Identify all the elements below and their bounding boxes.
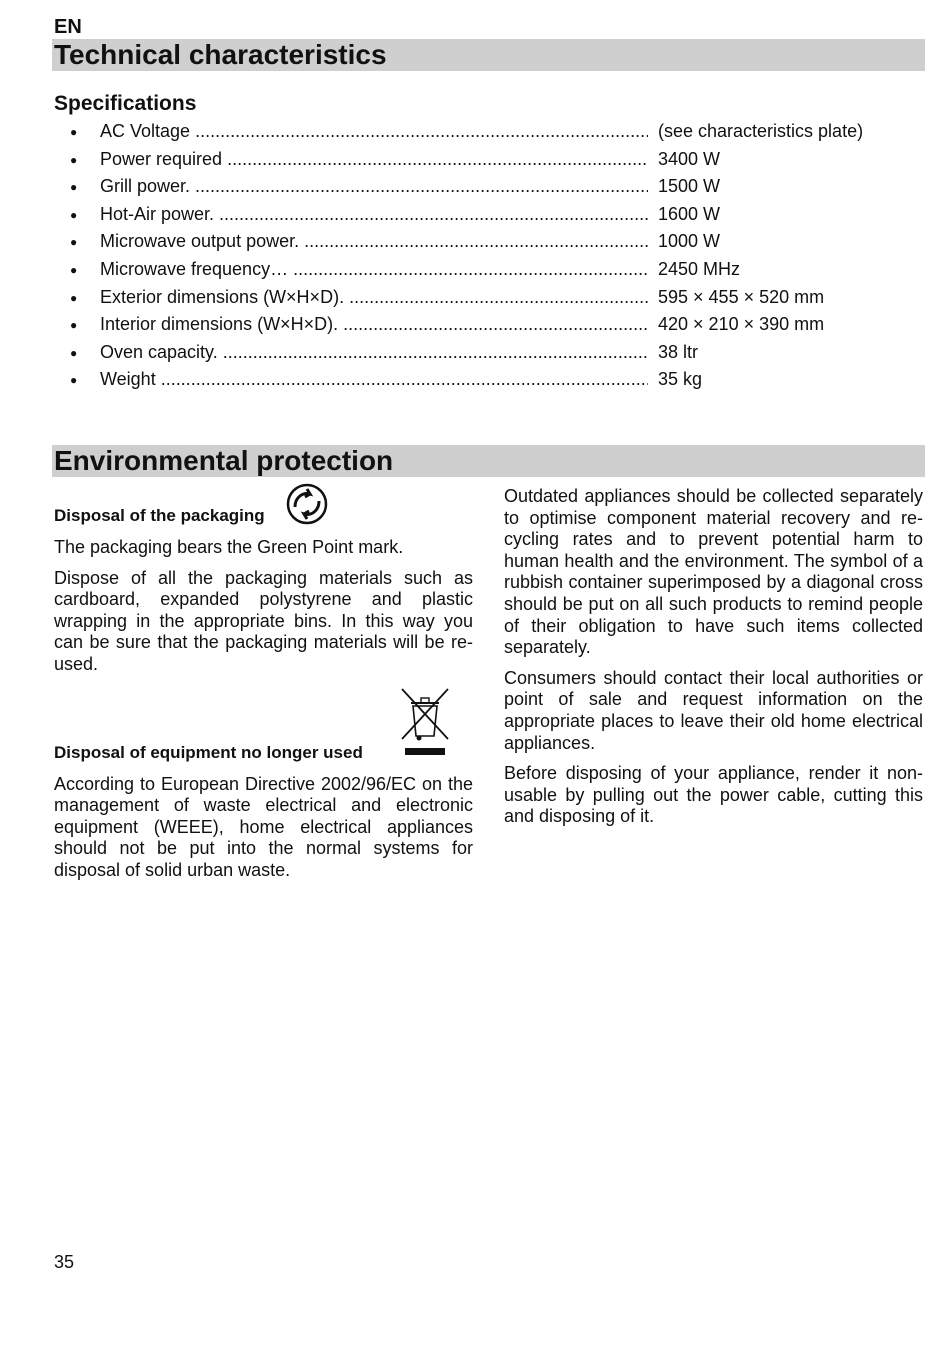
packaging-paragraph-2: Dispose of all the packaging materials such as cardboard, expanded polystyrene and plastic wrapping in the appropriate bins. In this way you can be sure that the packaging materials will be re-used. [54, 567, 473, 674]
bullet-icon: ● [70, 125, 78, 139]
spec-value: 1600 W [658, 203, 721, 224]
bullet-icon: ● [70, 262, 78, 277]
packaging-heading: Disposal of the packaging [54, 506, 265, 526]
packaging-heading-row [54, 485, 473, 527]
equipment-heading: Disposal of equipment no longer used [54, 742, 363, 762]
spec-row [0, 366, 950, 394]
bullet-icon: ● [70, 180, 78, 195]
section-title-environment: Environmental protection [52, 445, 925, 477]
bullet-icon: ● [70, 318, 78, 333]
spec-label: Exterior dimensions (W×H×D). ..... [100, 287, 648, 308]
spec-row [0, 311, 950, 339]
spec-row [0, 173, 950, 201]
equipment-heading-row [54, 686, 473, 764]
right-paragraph-2: Consumers should contact their local authorities or point of sale and request information on the appropriate places to leave their old home electrical appliances. [504, 667, 923, 753]
spec-list [0, 118, 950, 394]
spec-label: Oven capacity. ..... [100, 342, 648, 363]
page-number: 35 [54, 1252, 75, 1272]
right-paragraph-1: Outdated appliances should be collected separately to optimise component material recovery and re-cycling rates and to prevent potential harm to human health and the environment. The symbol of a rubbish container superimposed by a diagonal cross should be put on all such products to remind people of their obligation to have such items collected separately. [504, 486, 923, 658]
spec-label: Hot-Air power. ..... [100, 204, 648, 225]
spec-label: Microwave frequency… ..... [100, 259, 648, 280]
specifications-heading: Specifications [54, 92, 197, 115]
spec-value: 595 × 455 × 520 mm [658, 286, 825, 307]
right-paragraph-3: Before disposing of your appliance, render it non-usable by pulling out the power cable, cutting this and disposing of it. [504, 763, 923, 827]
spec-value: (see characteristics plate) [658, 121, 864, 141]
green-point-icon [286, 483, 328, 525]
language-code: EN [54, 16, 82, 38]
spec-label: Grill power. ..... [100, 176, 648, 197]
spec-row [0, 284, 950, 312]
section-title-technical: Technical characteristics [52, 39, 925, 71]
spec-label: Microwave output power. ..... [100, 231, 648, 252]
spec-label: Weight ..... [100, 369, 648, 390]
spec-row [0, 201, 950, 229]
bullet-icon: ● [70, 152, 78, 167]
spec-value: 3400 W [658, 148, 721, 169]
equipment-paragraph-1: According to European Directive 2002/96/EC on the management of waste electrical and electronic equipment (WEEE), home electrical appliances should not be put into the normal systems for disposal of solid urban waste. [54, 773, 473, 880]
environment-right-column [504, 486, 923, 837]
bullet-icon: ● [70, 235, 78, 250]
spec-value: 420 × 210 × 390 mm [658, 314, 825, 335]
spec-row [0, 146, 950, 174]
bullet-icon: ● [70, 345, 78, 360]
spec-row [0, 256, 950, 284]
spec-row [0, 118, 950, 146]
spec-row [0, 339, 950, 367]
spec-value: 2450 MHz [658, 258, 741, 279]
spec-value: 35 kg [658, 369, 703, 390]
crossed-bin-icon [399, 686, 451, 762]
spec-row [0, 228, 950, 256]
bullet-icon: ● [70, 290, 78, 305]
environment-left-column [54, 485, 473, 891]
spec-label: Interior dimensions (W×H×D). ..... [100, 314, 648, 335]
spec-label: Power required ..... [100, 149, 648, 170]
spec-value: 38 ltr [658, 341, 699, 362]
bullet-icon: ● [70, 207, 78, 222]
spec-label: AC Voltage ..... [100, 121, 648, 142]
spec-value: 1000 W [658, 231, 721, 252]
spec-value: 1500 W [658, 176, 721, 197]
packaging-paragraph-1: The packaging bears the Green Point mark. [54, 537, 404, 557]
bullet-icon: ● [70, 373, 78, 388]
